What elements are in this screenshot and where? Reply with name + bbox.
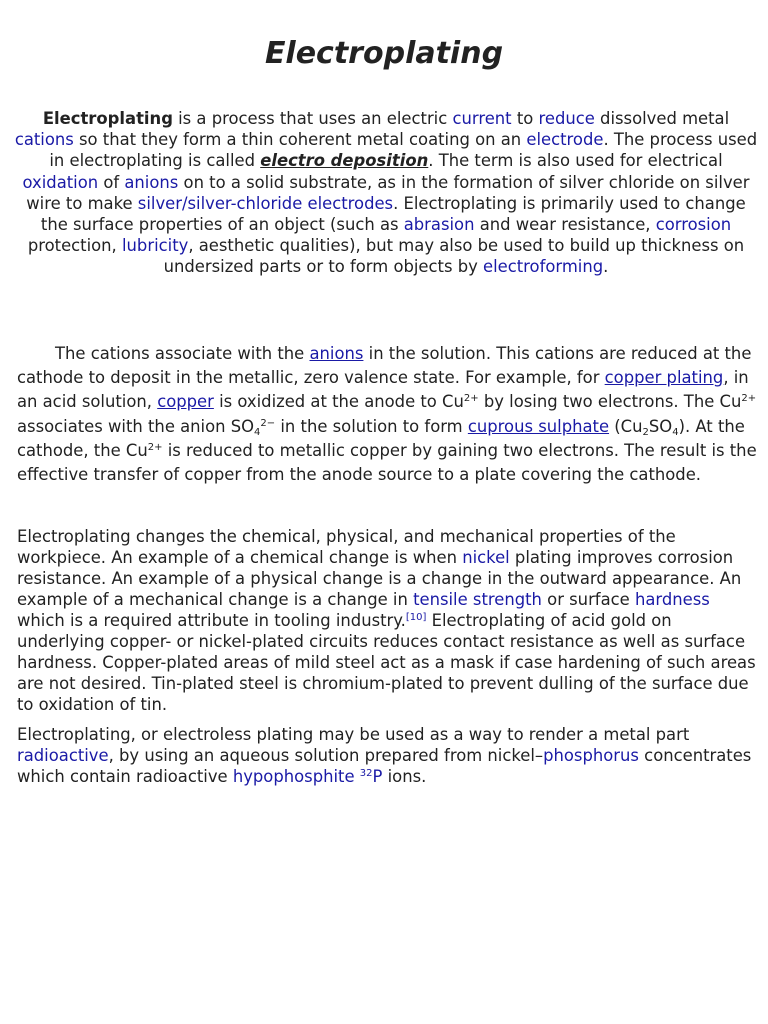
text-span: protection, xyxy=(27,236,122,256)
text-span: and wear resistance, xyxy=(474,215,656,235)
text-span: Electroplating, or electroless plating may be used as a way to render a metal part xyxy=(17,725,690,744)
text-span: SO xyxy=(648,416,673,436)
properties-paragraph xyxy=(17,526,759,715)
superscript: 2+ xyxy=(463,393,479,405)
text-span: in the solution to form xyxy=(275,416,468,436)
link-electroforming[interactable]: electroforming xyxy=(483,257,604,277)
text-span: dissolved metal xyxy=(594,109,730,128)
link-radioactive[interactable]: radioactive xyxy=(17,746,109,765)
link-anions[interactable]: anions xyxy=(124,172,179,192)
radioactive-paragraph xyxy=(17,724,759,787)
page-title: Electroplating xyxy=(264,36,504,71)
text-span: The cations associate with the xyxy=(55,344,310,363)
cations-paragraph xyxy=(17,342,757,487)
intro-paragraph xyxy=(13,108,759,278)
text-span: , aesthetic qualities), but may also be used to build up thickness on undersized parts or to form objects by xyxy=(163,236,745,277)
superscript: 2− xyxy=(260,417,276,429)
text-span: by losing two electrons. The Cu xyxy=(478,392,742,412)
link-copper-plating[interactable]: copper plating xyxy=(604,368,724,388)
subscript: 2 xyxy=(642,426,649,438)
link-cations[interactable]: cations xyxy=(14,130,74,150)
text-span: is a process that uses an electric xyxy=(172,109,453,128)
reference-link[interactable]: [10] xyxy=(405,612,427,623)
text-span: on to a solid substrate, as in the formation of silver chloride on silver wire to make xyxy=(26,172,750,213)
text-span: concentrates which contain radioactive xyxy=(17,746,752,786)
link-oxidation[interactable]: oxidation xyxy=(22,172,99,192)
link-tensile-strength[interactable]: tensile strength xyxy=(413,590,542,609)
subscript: 4 xyxy=(672,426,679,438)
text-span: Electroplating changes the chemical, physical, and mechanical properties of the workpiece. An example of a chemical change is when xyxy=(17,527,676,567)
link-silver-chloride-electrodes[interactable]: silver/silver-chloride electrodes xyxy=(137,193,394,213)
link-corrosion[interactable]: corrosion xyxy=(655,215,732,235)
link-copper[interactable]: copper xyxy=(157,392,214,412)
text-span: . Electroplating is primarily used to change the surface properties of an object (such as xyxy=(40,193,746,235)
text-span: so that they form a thin coherent metal coating on an xyxy=(73,130,527,150)
link-current[interactable]: current xyxy=(452,109,512,128)
text-span: (Cu xyxy=(609,416,643,436)
superscript: 2+ xyxy=(741,393,757,405)
link-cuprous-sulphate[interactable]: cuprous sulphate xyxy=(467,416,610,436)
text-span: in the solution. This cations are reduced at the cathode to deposit in the metallic, zero valence state. For example, for xyxy=(17,344,752,388)
text-span: associates with the anion SO xyxy=(17,416,255,436)
superscript: 32 xyxy=(359,768,373,779)
text-span: ). At the cathode, the Cu xyxy=(17,416,745,460)
link-lubricity[interactable]: lubricity xyxy=(121,236,189,256)
text-span: , in an acid solution, xyxy=(17,368,749,412)
link-electrode[interactable]: electrode xyxy=(526,130,604,150)
text-span: is reduced to metallic copper by gaining two electrons. The result is the effective transfer of copper from the anode source to a plate covering the cathode. xyxy=(17,440,757,485)
text-span: . The term is also used for electrical xyxy=(428,151,723,171)
link-hardness[interactable]: hardness xyxy=(634,590,710,609)
text-span: which is a required attribute in tooling industry. xyxy=(17,611,406,630)
superscript: 2+ xyxy=(147,441,163,453)
text-span: . The process used in electroplating is called xyxy=(49,130,758,171)
text-span: Electroplating of acid gold on underlying copper- or nickel-plated circuits reduces contact resistance as well as surface hardness. Copper-plated areas of mild steel act as a mask if case hardening of such areas are not desired. Tin-plated steel is chromium-plated to prevent dulling of the surface due to oxidation of tin. xyxy=(17,611,756,714)
link-abrasion[interactable]: abrasion xyxy=(403,215,475,235)
text-span: plating improves corrosion resistance. An example of a physical change is a change in the outward appearance. An example of a mechanical change is a change in xyxy=(17,548,742,609)
text-span: ions. xyxy=(382,767,427,786)
subscript: 4 xyxy=(254,426,261,438)
text-span: , by using an aqueous solution prepared from nickel– xyxy=(108,746,544,765)
term-electro-deposition: electro deposition xyxy=(260,151,429,171)
text-span: or surface xyxy=(541,590,635,609)
text-span: . xyxy=(603,257,609,277)
text-span: of xyxy=(98,172,125,192)
link-hypophosphite[interactable]: hypophosphite xyxy=(232,767,355,786)
text-span: is oxidized at the anode to Cu xyxy=(213,392,464,412)
link-anions[interactable]: anions xyxy=(309,344,364,363)
term-electroplating: Electroplating xyxy=(42,109,173,128)
text-span: to xyxy=(511,109,539,128)
link-reduce[interactable]: reduce xyxy=(538,109,595,128)
link-phosphorus-32[interactable]: P xyxy=(372,767,383,786)
link-nickel[interactable]: nickel xyxy=(462,548,510,567)
link-phosphorus[interactable]: phosphorus xyxy=(543,746,639,765)
